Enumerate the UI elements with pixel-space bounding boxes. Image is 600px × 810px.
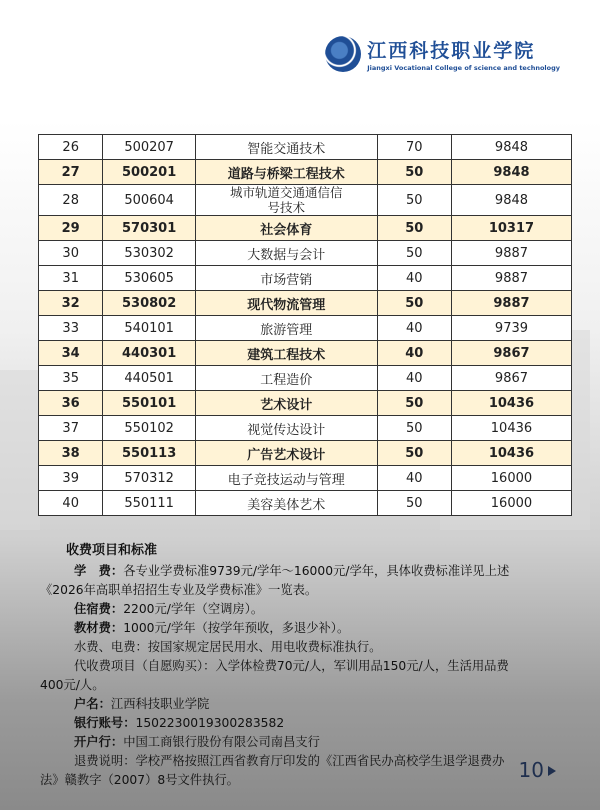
tuition-fee-cell: 16000 (451, 466, 571, 491)
row-number-cell: 36 (39, 391, 103, 416)
tuition-fee-cell: 10436 (451, 441, 571, 466)
major-code-cell: 570301 (103, 216, 196, 241)
major-code-cell: 550113 (103, 441, 196, 466)
table-row (39, 135, 572, 160)
tuition-fee-cell: 10436 (451, 416, 571, 441)
row-number-cell: 40 (39, 491, 103, 516)
major-code-cell: 570312 (103, 466, 196, 491)
major-name-cell: 建筑工程技术 (195, 341, 377, 366)
major-code-cell: 440501 (103, 366, 196, 391)
enroll-plan-cell: 70 (377, 135, 451, 160)
major-code-cell: 500207 (103, 135, 196, 160)
tuition-fee-cell: 9867 (451, 341, 571, 366)
enroll-plan-cell: 50 (377, 391, 451, 416)
major-fee-table (38, 134, 572, 516)
row-number-cell: 34 (39, 341, 103, 366)
major-name-cell: 广告艺术设计 (195, 441, 377, 466)
tuition-line: 学 费：各专业学费标准9739元/学年～16000元/学年，具体收费标准详见上述 (74, 564, 510, 578)
major-code-cell: 540101 (103, 316, 196, 341)
water-electric-line: 水费、电费：按国家规定居民用水、用电收费标准执行。 (74, 640, 382, 654)
table-row (39, 291, 572, 316)
enroll-plan-cell: 50 (377, 441, 451, 466)
major-code-cell: 550102 (103, 416, 196, 441)
dorm-fee-line: 住宿费：2200元/学年（空调房）。 (74, 602, 264, 616)
enroll-plan-cell: 50 (377, 216, 451, 241)
refund-line-cont: 法》赣教字（2007）8号文件执行。 (40, 773, 239, 787)
agent-fee-line: 代收费项目（自愿购买）：入学体检费70元/人，军训用品150元/人，生活用品费 (74, 659, 509, 673)
table-row (39, 185, 572, 216)
enroll-plan-cell: 40 (377, 341, 451, 366)
major-name-cell: 美容美体艺术 (195, 491, 377, 516)
tuition-fee-cell: 16000 (451, 491, 571, 516)
major-code-cell: 550101 (103, 391, 196, 416)
table-row (39, 366, 572, 391)
row-number-cell: 26 (39, 135, 103, 160)
row-number-cell: 27 (39, 160, 103, 185)
major-name-cell: 艺术设计 (195, 391, 377, 416)
major-code-cell: 530605 (103, 266, 196, 291)
tuition-fee-cell: 9887 (451, 291, 571, 316)
row-number-cell: 37 (39, 416, 103, 441)
enroll-plan-cell: 50 (377, 416, 451, 441)
table-row (39, 441, 572, 466)
major-name-cell: 社会体育 (195, 216, 377, 241)
major-name-cell: 电子竞技运动与管理 (195, 466, 377, 491)
tuition-fee-cell: 9887 (451, 266, 571, 291)
major-code-cell: 530302 (103, 241, 196, 266)
enroll-plan-cell: 50 (377, 291, 451, 316)
tuition-fee-cell: 9887 (451, 241, 571, 266)
bank-line: 开户行：中国工商银行股份有限公司南昌支行 (74, 735, 320, 749)
table-row (39, 416, 572, 441)
school-name-cn: 江西科技职业学院 (367, 40, 536, 62)
tuition-fee-cell: 10436 (451, 391, 571, 416)
tuition-line-cont: 《2026年高职单招招生专业及学费标准》一览表。 (40, 583, 318, 597)
major-name-cell: 市场营销 (195, 266, 377, 291)
school-emblem-icon (325, 36, 361, 72)
enroll-plan-cell: 40 (377, 366, 451, 391)
enroll-plan-cell: 40 (377, 466, 451, 491)
major-code-cell: 440301 (103, 341, 196, 366)
table-row (39, 341, 572, 366)
school-header (325, 36, 560, 72)
account-name-line: 户名：江西科技职业学院 (74, 697, 210, 711)
enroll-plan-cell: 50 (377, 491, 451, 516)
tuition-fee-cell: 9848 (451, 160, 571, 185)
row-number-cell: 39 (39, 466, 103, 491)
table-row (39, 491, 572, 516)
table-row (39, 266, 572, 291)
major-name-cell: 道路与桥梁工程技术 (195, 160, 377, 185)
tuition-fee-cell: 10317 (451, 216, 571, 241)
table-row (39, 316, 572, 341)
row-number-cell: 30 (39, 241, 103, 266)
tuition-fee-cell: 9739 (451, 316, 571, 341)
row-number-cell: 29 (39, 216, 103, 241)
table-row (39, 216, 572, 241)
refund-line: 退费说明：学校严格按照江西省教育厅印发的《江西省民办高校学生退学退费办 (74, 754, 505, 768)
account-number-line: 银行账号：1502230019300283582 (74, 716, 285, 730)
tuition-fee-cell: 9867 (451, 366, 571, 391)
table-row (39, 466, 572, 491)
major-code-cell: 550111 (103, 491, 196, 516)
tuition-fee-cell: 9848 (451, 135, 571, 160)
enroll-plan-cell: 50 (377, 185, 451, 216)
background-building (0, 370, 40, 530)
row-number-cell: 31 (39, 266, 103, 291)
major-name-cell: 大数据与会计 (195, 241, 377, 266)
school-name-en: Jiangxi Vocational College of science and technology (367, 64, 560, 72)
major-name-cell: 视觉传达设计 (195, 416, 377, 441)
book-fee-line: 教材费：1000元/学年（按学年预收，多退少补）。 (74, 621, 350, 635)
row-number-cell: 33 (39, 316, 103, 341)
page-arrow-icon (548, 766, 556, 776)
row-number-cell: 35 (39, 366, 103, 391)
major-name-cell: 现代物流管理 (195, 291, 377, 316)
row-number-cell: 38 (39, 441, 103, 466)
row-number-cell: 28 (39, 185, 103, 216)
enroll-plan-cell: 40 (377, 316, 451, 341)
row-number-cell: 32 (39, 291, 103, 316)
major-name-cell: 工程造价 (195, 366, 377, 391)
page-number: 10 (518, 758, 544, 782)
major-code-cell: 500604 (103, 185, 196, 216)
table-row (39, 160, 572, 185)
fee-section-title: 收费项目和标准 (66, 543, 158, 558)
enroll-plan-cell: 40 (377, 266, 451, 291)
table-row (39, 391, 572, 416)
tuition-fee-cell: 9848 (451, 185, 571, 216)
major-name-cell: 智能交通技术 (195, 135, 377, 160)
enroll-plan-cell: 50 (377, 241, 451, 266)
major-code-cell: 500201 (103, 160, 196, 185)
major-name-cell: 城市轨道交通通信信 号技术 (195, 185, 377, 216)
agent-fee-line-cont: 400元/人。 (40, 678, 105, 692)
major-code-cell: 530802 (103, 291, 196, 316)
fee-info-section (40, 541, 580, 790)
table-row (39, 241, 572, 266)
major-name-cell: 旅游管理 (195, 316, 377, 341)
enroll-plan-cell: 50 (377, 160, 451, 185)
